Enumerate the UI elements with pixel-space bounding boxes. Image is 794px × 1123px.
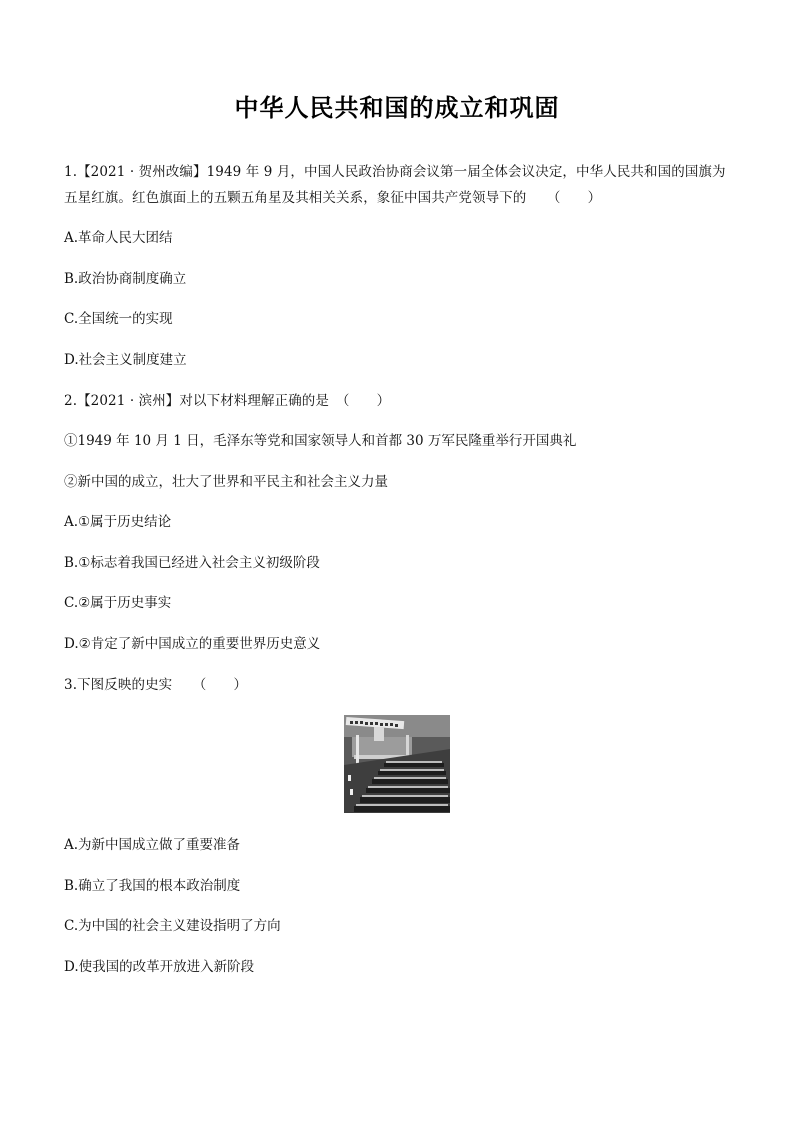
question-1-option-b: B.政治协商制度确立 <box>64 271 187 287</box>
question-2-material-1: ①1949 年 10 月 1 日，毛泽东等党和国家领导人和首都 30 万军民隆重举行开国典礼 <box>64 433 577 449</box>
page-title: 中华人民共和国的成立和巩固 <box>234 94 560 122</box>
question-3-stem: 3.下图反映的史实 （ ） <box>64 677 248 693</box>
question-1-stem-line-1: 1.【2021 · 贺州改编】1949 年 9 月，中国人民政治协商会议第一届全体会议决定，中华人民共和国的国旗为 <box>64 164 726 180</box>
question-3-option-b: B.确立了我国的根本政治制度 <box>64 878 241 894</box>
question-3-option-c: C.为中国的社会主义建设指明了方向 <box>64 918 281 934</box>
question-2-option-d: D.②肯定了新中国成立的重要世界历史意义 <box>64 636 321 652</box>
question-1-option-d: D.社会主义制度建立 <box>64 352 187 368</box>
question-2-stem-line-1: 2.【2021 · 滨州】对以下材料理解正确的是 （ ） <box>64 393 391 409</box>
question-3-option-a: A.为新中国成立做了重要准备 <box>64 837 241 853</box>
meeting-hall-photo-icon <box>344 715 450 813</box>
question-1-option-a: A.革命人民大团结 <box>64 230 173 246</box>
question-2-option-b: B.①标志着我国已经进入社会主义初级阶段 <box>64 555 320 571</box>
question-2-option-c: C.②属于历史事实 <box>64 595 172 611</box>
question-1-option-c: C.全国统一的实现 <box>64 311 173 327</box>
question-2-material-2: ②新中国的成立，壮大了世界和平民主和社会主义力量 <box>64 474 388 490</box>
question-3-option-d: D.使我国的改革开放进入新阶段 <box>64 959 255 975</box>
question-2-option-a: A.①属于历史结论 <box>64 514 172 530</box>
question-1-stem-line-2: 五星红旗。红色旗面上的五颗五角星及其相关关系，象征中国共产党领导下的 （ ） <box>64 190 602 206</box>
